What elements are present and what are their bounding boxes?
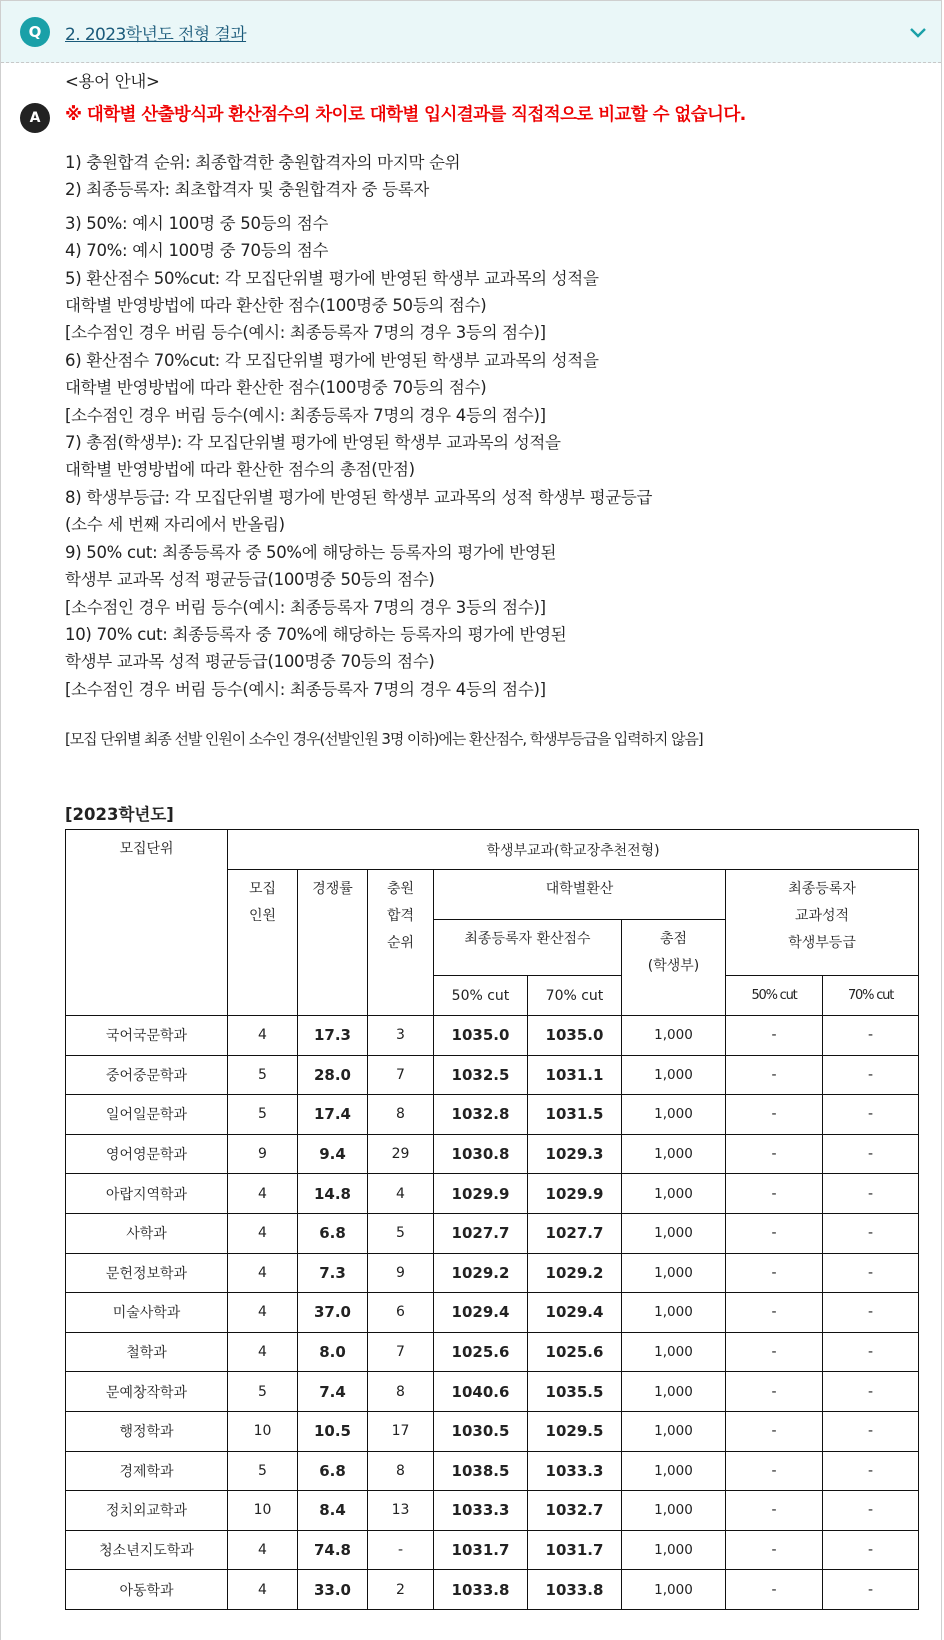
- cell-quota: 5: [228, 1451, 298, 1491]
- cell-c50: 1029.2: [434, 1253, 528, 1293]
- cell-g70: -: [823, 1332, 919, 1372]
- header-grade-cut70: 70% cut: [823, 976, 919, 1016]
- cell-unit: 문예창작학과: [66, 1372, 228, 1412]
- cell-unit: 일어일문학과: [66, 1095, 228, 1135]
- table-row: [66, 1253, 919, 1293]
- header-cut50: 50% cut: [434, 976, 528, 1016]
- cell-g70: -: [823, 1253, 919, 1293]
- cell-c70: 1029.5: [528, 1411, 622, 1451]
- cell-unit: 철학과: [66, 1332, 228, 1372]
- cell-c50: 1033.3: [434, 1491, 528, 1531]
- term-line: 6) 환산점수 70%cut: 각 모집단위별 평가에 반영된 학생부 교과목의 성적을: [65, 350, 599, 370]
- cell-g50: -: [726, 1372, 823, 1412]
- cell-unit: 중어중문학과: [66, 1055, 228, 1095]
- cell-unit: 아랍지역학과: [66, 1174, 228, 1214]
- cell-c50: 1030.5: [434, 1411, 528, 1451]
- cell-ratio: 8.0: [298, 1332, 368, 1372]
- header-waitlist-rank: 충원 합격 순위: [368, 870, 434, 1016]
- cell-wait: 13: [368, 1491, 434, 1531]
- term-line: (소수 세 번째 자리에서 반올림): [65, 515, 285, 535]
- cell-c50: 1035.0: [434, 1016, 528, 1056]
- year-heading: [2023학년도]: [65, 805, 174, 824]
- cell-unit: 정치외교학과: [66, 1491, 228, 1531]
- cell-quota: 5: [228, 1372, 298, 1412]
- cell-ratio: 14.8: [298, 1174, 368, 1214]
- cell-c70: 1035.5: [528, 1372, 622, 1412]
- cell-total: 1,000: [622, 1016, 726, 1056]
- term-line: 2) 최종등록자: 최초합격자 및 충원합격자 중 등록자: [65, 180, 430, 200]
- cell-ratio: 17.3: [298, 1016, 368, 1056]
- cell-wait: 7: [368, 1332, 434, 1372]
- cell-ratio: 74.8: [298, 1530, 368, 1570]
- cell-unit: 문헌정보학과: [66, 1253, 228, 1293]
- cell-ratio: 9.4: [298, 1134, 368, 1174]
- cell-g50: -: [726, 1213, 823, 1253]
- cell-c50: 1029.9: [434, 1174, 528, 1214]
- cell-g50: -: [726, 1570, 823, 1610]
- table-row: [66, 1213, 919, 1253]
- terms-list-b: [65, 210, 925, 703]
- cell-total: 1,000: [622, 1411, 726, 1451]
- cell-quota: 9: [228, 1134, 298, 1174]
- cell-g70: -: [823, 1491, 919, 1531]
- table-row: [66, 1411, 919, 1451]
- cell-wait: 17: [368, 1411, 434, 1451]
- table-row: [66, 1134, 919, 1174]
- term-line: 5) 환산점수 50%cut: 각 모집단위별 평가에 반영된 학생부 교과목의 성적을: [65, 268, 599, 288]
- cell-c70: 1029.9: [528, 1174, 622, 1214]
- admission-results-table: [65, 829, 919, 1610]
- cell-c70: 1029.4: [528, 1293, 622, 1333]
- cell-total: 1,000: [622, 1095, 726, 1135]
- cell-c70: 1032.7: [528, 1491, 622, 1531]
- cell-total: 1,000: [622, 1570, 726, 1610]
- cell-c70: 1031.7: [528, 1530, 622, 1570]
- question-header[interactable]: [1, 1, 941, 63]
- cell-wait: 7: [368, 1055, 434, 1095]
- table-row: [66, 1372, 919, 1412]
- cell-c70: 1029.2: [528, 1253, 622, 1293]
- cell-wait: -: [368, 1530, 434, 1570]
- cell-total: 1,000: [622, 1174, 726, 1214]
- cell-ratio: 37.0: [298, 1293, 368, 1333]
- cell-wait: 8: [368, 1095, 434, 1135]
- cell-g50: -: [726, 1491, 823, 1531]
- chevron-down-icon[interactable]: [907, 21, 929, 43]
- cell-c50: 1030.8: [434, 1134, 528, 1174]
- header-unit: 모집단위: [66, 830, 228, 1016]
- cell-c70: 1027.7: [528, 1213, 622, 1253]
- cell-g50: -: [726, 1411, 823, 1451]
- cell-g50: -: [726, 1055, 823, 1095]
- cell-g50: -: [726, 1253, 823, 1293]
- cell-g70: -: [823, 1055, 919, 1095]
- cell-g70: -: [823, 1213, 919, 1253]
- answer-icon: A: [20, 103, 50, 133]
- cell-c70: 1035.0: [528, 1016, 622, 1056]
- cell-wait: 2: [368, 1570, 434, 1610]
- cell-g70: -: [823, 1411, 919, 1451]
- cell-wait: 29: [368, 1134, 434, 1174]
- cell-quota: 4: [228, 1293, 298, 1333]
- cell-g70: -: [823, 1570, 919, 1610]
- cell-g50: -: [726, 1016, 823, 1056]
- header-total: 총점 (학생부): [622, 920, 726, 1016]
- cell-g70: -: [823, 1530, 919, 1570]
- cell-ratio: 6.8: [298, 1451, 368, 1491]
- cell-c50: 1033.8: [434, 1570, 528, 1610]
- cell-g50: -: [726, 1134, 823, 1174]
- header-quota: 모집 인원: [228, 870, 298, 1016]
- cell-quota: 4: [228, 1213, 298, 1253]
- table-row: [66, 1332, 919, 1372]
- cell-quota: 4: [228, 1332, 298, 1372]
- cell-quota: 5: [228, 1095, 298, 1135]
- term-line: 대학별 반영방법에 따라 환산한 점수(100명중 70등의 점수): [65, 378, 487, 398]
- answer-body: [65, 67, 925, 751]
- table-row: [66, 1016, 919, 1056]
- cell-g70: -: [823, 1372, 919, 1412]
- term-line: 8) 학생부등급: 각 모집단위별 평가에 반영된 학생부 교과목의 성적 학생부 평균등급: [65, 487, 653, 507]
- table-row: [66, 1570, 919, 1610]
- header-track: 학생부교과(학교장추천전형): [228, 830, 919, 870]
- cell-unit: 경제학과: [66, 1451, 228, 1491]
- cell-c50: 1029.4: [434, 1293, 528, 1333]
- cell-total: 1,000: [622, 1213, 726, 1253]
- term-line: 7) 총점(학생부): 각 모집단위별 평가에 반영된 학생부 교과목의 성적을: [65, 433, 561, 453]
- term-line: 학생부 교과목 성적 평균등급(100명중 50등의 점수): [65, 570, 435, 590]
- cell-ratio: 33.0: [298, 1570, 368, 1610]
- term-line: 3) 50%: 예시 100명 중 50등의 점수: [65, 213, 329, 233]
- cell-total: 1,000: [622, 1293, 726, 1333]
- cell-total: 1,000: [622, 1491, 726, 1531]
- cell-c50: 1031.7: [434, 1530, 528, 1570]
- table-row: [66, 1491, 919, 1531]
- cell-total: 1,000: [622, 1372, 726, 1412]
- cell-g70: -: [823, 1451, 919, 1491]
- cell-wait: 5: [368, 1213, 434, 1253]
- term-line: 학생부 교과목 성적 평균등급(100명중 70등의 점수): [65, 652, 435, 672]
- cell-c50: 1027.7: [434, 1213, 528, 1253]
- header-cut70: 70% cut: [528, 976, 622, 1016]
- term-line: [소수점인 경우 버림 등수(예시: 최종등록자 7명의 경우 3등의 점수)]: [65, 323, 546, 343]
- question-title-link[interactable]: 2. 2023학년도 전형 결과: [65, 25, 247, 45]
- cell-quota: 10: [228, 1491, 298, 1531]
- cell-c70: 1031.1: [528, 1055, 622, 1095]
- cell-total: 1,000: [622, 1055, 726, 1095]
- cell-wait: 9: [368, 1253, 434, 1293]
- table-row: [66, 1530, 919, 1570]
- cell-total: 1,000: [622, 1451, 726, 1491]
- cell-quota: 4: [228, 1570, 298, 1610]
- cell-g70: -: [823, 1293, 919, 1333]
- cell-unit: 영어영문학과: [66, 1134, 228, 1174]
- cell-c70: 1033.3: [528, 1451, 622, 1491]
- cell-unit: 행정학과: [66, 1411, 228, 1451]
- cell-wait: 8: [368, 1372, 434, 1412]
- cell-quota: 5: [228, 1055, 298, 1095]
- term-line: 4) 70%: 예시 100명 중 70등의 점수: [65, 241, 329, 261]
- header-grade-cut50: 50% cut: [726, 976, 823, 1016]
- cell-quota: 4: [228, 1530, 298, 1570]
- terms-guide-label: <용어 안내>: [65, 72, 160, 91]
- header-univ-conversion: 대학별환산: [434, 870, 726, 920]
- cell-g70: -: [823, 1174, 919, 1214]
- cell-ratio: 8.4: [298, 1491, 368, 1531]
- term-line: 9) 50% cut: 최종등록자 중 50%에 해당하는 등록자의 평가에 반영된: [65, 542, 557, 562]
- cell-wait: 8: [368, 1451, 434, 1491]
- cell-quota: 4: [228, 1253, 298, 1293]
- cell-g70: -: [823, 1134, 919, 1174]
- cell-unit: 아동학과: [66, 1570, 228, 1610]
- cell-g50: -: [726, 1530, 823, 1570]
- input-note: [모집 단위별 최종 선발 인원이 소수인 경우(선발인원 3명 이하)에는 환산점수, 학생부등급을 입력하지 않음]: [65, 730, 703, 749]
- cell-ratio: 7.3: [298, 1253, 368, 1293]
- header-final-grade: 최종등록자 교과성적 학생부등급: [726, 870, 919, 976]
- warning-notice: ※ 대학별 산출방식과 환산점수의 차이로 대학별 입시결과를 직접적으로 비교할 수 없습니다.: [65, 105, 746, 125]
- term-line: 대학별 반영방법에 따라 환산한 점수의 총점(만점): [65, 460, 415, 480]
- term-line: 대학별 반영방법에 따라 환산한 점수(100명중 50등의 점수): [65, 296, 487, 316]
- cell-total: 1,000: [622, 1332, 726, 1372]
- cell-unit: 청소년지도학과: [66, 1530, 228, 1570]
- cell-unit: 사학과: [66, 1213, 228, 1253]
- cell-wait: 3: [368, 1016, 434, 1056]
- cell-g50: -: [726, 1332, 823, 1372]
- cell-quota: 4: [228, 1174, 298, 1214]
- cell-c70: 1025.6: [528, 1332, 622, 1372]
- term-line: [소수점인 경우 버림 등수(예시: 최종등록자 7명의 경우 4등의 점수)]: [65, 679, 546, 699]
- term-line: 1) 충원합격 순위: 최종합격한 충원합격자의 마지막 순위: [65, 153, 461, 172]
- cell-c70: 1029.3: [528, 1134, 622, 1174]
- cell-wait: 4: [368, 1174, 434, 1214]
- cell-quota: 4: [228, 1016, 298, 1056]
- cell-total: 1,000: [622, 1253, 726, 1293]
- cell-ratio: 6.8: [298, 1213, 368, 1253]
- cell-g50: -: [726, 1293, 823, 1333]
- cell-unit: 미술사학과: [66, 1293, 228, 1333]
- cell-c70: 1033.8: [528, 1570, 622, 1610]
- cell-ratio: 28.0: [298, 1055, 368, 1095]
- cell-g50: -: [726, 1174, 823, 1214]
- cell-ratio: 7.4: [298, 1372, 368, 1412]
- cell-total: 1,000: [622, 1134, 726, 1174]
- cell-c70: 1031.5: [528, 1095, 622, 1135]
- cell-unit: 국어국문학과: [66, 1016, 228, 1056]
- cell-c50: 1032.8: [434, 1095, 528, 1135]
- cell-g70: -: [823, 1016, 919, 1056]
- question-icon: Q: [20, 17, 50, 47]
- table-row: [66, 1055, 919, 1095]
- cell-g50: -: [726, 1451, 823, 1491]
- cell-c50: 1025.6: [434, 1332, 528, 1372]
- cell-ratio: 10.5: [298, 1411, 368, 1451]
- cell-c50: 1040.6: [434, 1372, 528, 1412]
- table-row: [66, 1451, 919, 1491]
- cell-c50: 1032.5: [434, 1055, 528, 1095]
- term-line: 10) 70% cut: 최종등록자 중 70%에 해당하는 등록자의 평가에 반영된: [65, 624, 567, 644]
- table-row: [66, 1174, 919, 1214]
- header-final-conv-score: 최종등록자 환산점수: [434, 920, 622, 976]
- cell-quota: 10: [228, 1411, 298, 1451]
- header-ratio: 경쟁률: [298, 870, 368, 1016]
- term-line: [소수점인 경우 버림 등수(예시: 최종등록자 7명의 경우 3등의 점수)]: [65, 597, 546, 617]
- table-row: [66, 1293, 919, 1333]
- term-line: [소수점인 경우 버림 등수(예시: 최종등록자 7명의 경우 4등의 점수)]: [65, 405, 546, 425]
- cell-wait: 6: [368, 1293, 434, 1333]
- cell-g50: -: [726, 1095, 823, 1135]
- terms-list-a: [65, 149, 925, 204]
- cell-ratio: 17.4: [298, 1095, 368, 1135]
- cell-total: 1,000: [622, 1530, 726, 1570]
- table-row: [66, 1095, 919, 1135]
- cell-g70: -: [823, 1095, 919, 1135]
- cell-c50: 1038.5: [434, 1451, 528, 1491]
